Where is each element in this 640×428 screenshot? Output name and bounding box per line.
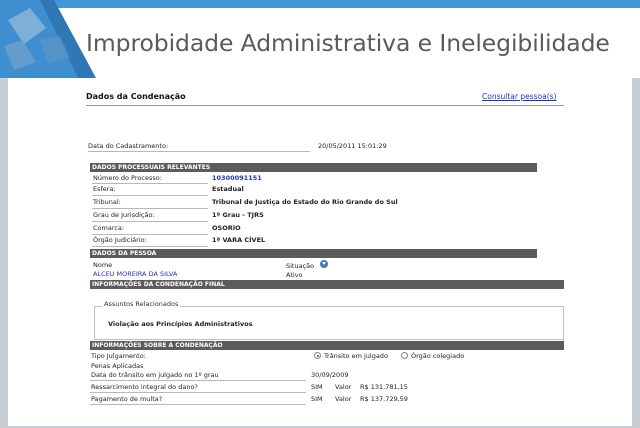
row-underline	[92, 246, 208, 247]
transito-value: 30/09/2009	[311, 371, 349, 379]
ressarcimento-valor-label: Valor	[335, 383, 352, 391]
situacao-value: Ativo	[286, 271, 303, 279]
row-underline	[90, 392, 306, 393]
row-underline	[90, 404, 306, 405]
cadastro-label: Data do Cadastramento:	[88, 142, 169, 150]
processo-label: Número do Processo:	[93, 174, 162, 182]
site-banner	[0, 0, 640, 78]
row-underline	[92, 221, 208, 222]
section-processuais: DADOS PROCESSUAIS RELEVANTES	[90, 163, 537, 172]
main-content	[0, 78, 640, 428]
transito-label: Data do trânsito em julgado no 1º grau	[91, 371, 219, 379]
multa-valor-label: Valor	[335, 395, 352, 403]
row-underline	[92, 234, 208, 235]
orgao-value: 1ª VARA CÍVEL	[212, 236, 266, 244]
situacao-label: Situação	[286, 262, 315, 270]
down-arrow-info-icon[interactable]	[320, 260, 328, 268]
row-underline	[92, 183, 208, 184]
consult-persons-link[interactable]: Consultar pessoa(s)	[482, 92, 557, 101]
banner-title: Improbidade Administrativa e Inelegibilidade	[86, 29, 610, 57]
radio-transito[interactable]	[314, 352, 321, 359]
ressarcimento-label: Ressarcimento integral do dano?	[91, 383, 198, 391]
radio-colegiado-label[interactable]: Órgão colegiado	[411, 352, 465, 360]
esfera-value: Estadual	[212, 185, 244, 193]
section-pessoa: DADOS DA PESSOA	[90, 249, 537, 258]
multa-valor: R$ 137.729,59	[360, 395, 408, 403]
multa-label: Pagamento de multa?	[91, 395, 163, 403]
radio-colegiado[interactable]	[401, 352, 408, 359]
section-sobre-condenacao: INFORMAÇÕES SOBRE A CONDENAÇÃO	[90, 341, 564, 350]
ressarcimento-valor: R$ 131.781,15	[360, 383, 408, 391]
ressarcimento-sim: SIM	[311, 383, 323, 391]
nome-label: Nome	[93, 261, 113, 269]
cadastro-underline	[88, 151, 310, 152]
radio-transito-label[interactable]: Trânsito em julgado	[324, 352, 388, 360]
comarca-value: OSORIO	[212, 224, 241, 232]
penas-label: Penas Aplicadas	[91, 362, 144, 370]
row-underline	[92, 195, 208, 196]
cadastro-value: 20/05/2011 15:01:29	[318, 142, 387, 150]
multa-sim: SIM	[311, 395, 323, 403]
grau-label: Grau de Jurisdição:	[93, 211, 155, 219]
tribunal-value: Tribunal de Justiça do Estado do Rio Grande do Sul	[212, 198, 398, 206]
tipo-julgamento-label: Tipo Julgamento:	[91, 352, 146, 360]
person-name-link[interactable]: ALCEU MOREIRA DA SILVA	[93, 270, 178, 278]
page-title: Dados da Condenação	[86, 92, 186, 101]
tribunal-label: Tribunal:	[93, 198, 121, 206]
orgao-label: Órgão Judiciário:	[93, 236, 147, 244]
row-underline	[90, 380, 306, 381]
section-condenacao-final: INFORMAÇÕES DA CONDENAÇÃO FINAL	[90, 280, 564, 289]
esfera-label: Esfera:	[93, 185, 116, 193]
row-underline	[92, 208, 208, 209]
processo-number-link[interactable]: 10300091151	[212, 174, 262, 182]
grau-value: 1º Grau - TJRS	[212, 211, 264, 219]
comarca-label: Comarca:	[93, 224, 125, 232]
banner-logo-graphic	[0, 0, 96, 78]
title-divider	[86, 105, 564, 106]
assuntos-legend: Assuntos Relacionados	[104, 300, 179, 308]
banner-top-stripe	[0, 0, 640, 8]
assunto-item: Violação aos Princípios Administrativos	[108, 320, 253, 328]
